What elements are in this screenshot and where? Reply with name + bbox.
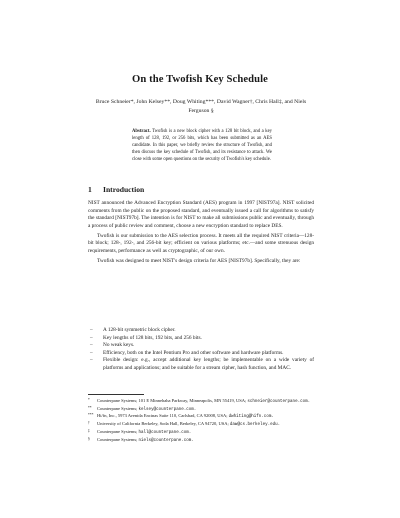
footnote-email: daw@cs.berkeley.edu. (229, 423, 281, 428)
list-item: – Key lengths of 128 bits, 192 bits, and 256 bits. (90, 334, 202, 341)
footnote (88, 406, 314, 414)
footnote-email: niels@counterpane.com. (138, 438, 194, 443)
introduction-body (88, 200, 314, 265)
section-heading (88, 185, 144, 194)
footnote-mark: *** (88, 413, 94, 418)
list-item: – Efficiency, both on the Intel Pentium Pro and other software and hardware platforms. (90, 349, 284, 356)
footnote (88, 413, 314, 421)
list-item-text: A 128-bit symmetric block cipher. (103, 327, 176, 333)
footnote-mark: ** (88, 405, 92, 410)
paragraph: NIST announced the Advanced Encryption Standard (AES) program in 1997 [NIST97a]. NIST solicited comments from the public on the proposed standard, and eventually issued a call for algorithms to satisfy the standard [NIST97b]. The intention is for NIST to make all submissions public and eventually, through a process of public review and comment, choose a new encryption standard to replace DES. (88, 200, 314, 229)
footnote-rule (88, 394, 144, 395)
paper-title: On the Twofish Key Schedule (132, 74, 268, 85)
footnote-text: Counterpane Systems; 101 E Minnehaha Parkway, Minneapolis, MN 55419, USA; (97, 398, 247, 403)
list-item-text: Key lengths of 128 bits, 192 bits, and 256 bits. (103, 334, 202, 341)
footnote-text: Counterpane Systems; (97, 405, 138, 411)
abstract (132, 128, 272, 163)
paragraph: Twofish was designed to meet NIST's design criteria for AES [NIST97b]. Specifically, they are: (97, 257, 301, 264)
list-item-text: No weak keys. (103, 342, 135, 349)
footnote-text: Counterpane Systems; (97, 428, 138, 434)
criteria-list (88, 327, 314, 372)
abstract-label: Abstract. (132, 129, 151, 134)
paragraph: Twofish is our submission to the AES selection process. It meets all the required NIST criteria—128-bit block; 128-, 192-, and 256-bit key; efficient on various platforms; etc.—and some strenuous design requirements, performance as well as cryptographic, of our own. (88, 232, 314, 254)
footnote-text: Hi/fn, Inc., 5973 Avenida Encinas Suite 110, Carlsbad, CA 92008, USA; (97, 413, 228, 419)
footnotes (88, 398, 314, 444)
footnote-mark: * (88, 398, 90, 402)
footnote-text: Counterpane Systems; (97, 436, 138, 442)
footnote-mark: † (88, 421, 90, 426)
section-number: 1 (88, 185, 92, 194)
footnote-email: dwhiting@hifn.com. (228, 415, 274, 420)
footnote-mark: § (88, 436, 90, 441)
footnote-mark: ‡ (88, 428, 90, 433)
footnote (88, 421, 314, 429)
list-item: – No weak keys. (90, 342, 135, 349)
footnote (88, 437, 314, 445)
list-item-text: Flexible design: e.g., accept additional key lengths; be implementable on a wide variety of platforms and applications; and be suitable for a stream cipher, hash function, and MAC. (103, 357, 314, 371)
list-item-text: Efficiency, both on the Intel Pentium Pro and other software and hardware platforms. (103, 349, 284, 356)
author-list: Bruce Schneier*, John Kelsey**, Doug Whiting***, David Wagner†, Chris Hall‡, and Niels Ferguson § (95, 99, 307, 115)
footnote-email: hall@counterpane.com. (138, 430, 192, 435)
list-item: – Flexible design: e.g., accept additional key lengths; be implementable on a wide variety of platforms and applications; and be suitable for a stream cipher, hash function, and MAC. (90, 357, 314, 371)
abstract-text: Twofish is a new block cipher with a 128 bit block, and a key length of 128, 192, or 256 bits, which has been submitted as an AES candidate. In this paper, we briefly review the structure of Twofish, and then discuss the key schedule of Twofish, and its resistance to attack. We close with some open questions on the security of Twofish's key schedule. (132, 129, 272, 163)
footnote (88, 429, 314, 437)
section-title: Introduction (103, 185, 145, 194)
footnote (88, 398, 314, 406)
footnote-email: schneier@counterpane.com. (247, 400, 311, 404)
footnote-email: kelsey@counterpane.com. (138, 407, 197, 412)
list-item: – A 128-bit symmetric block cipher. (90, 327, 176, 333)
footnote-text: University of California Berkeley, Soda Hall, Berkeley, CA 94720, USA; (97, 421, 229, 427)
